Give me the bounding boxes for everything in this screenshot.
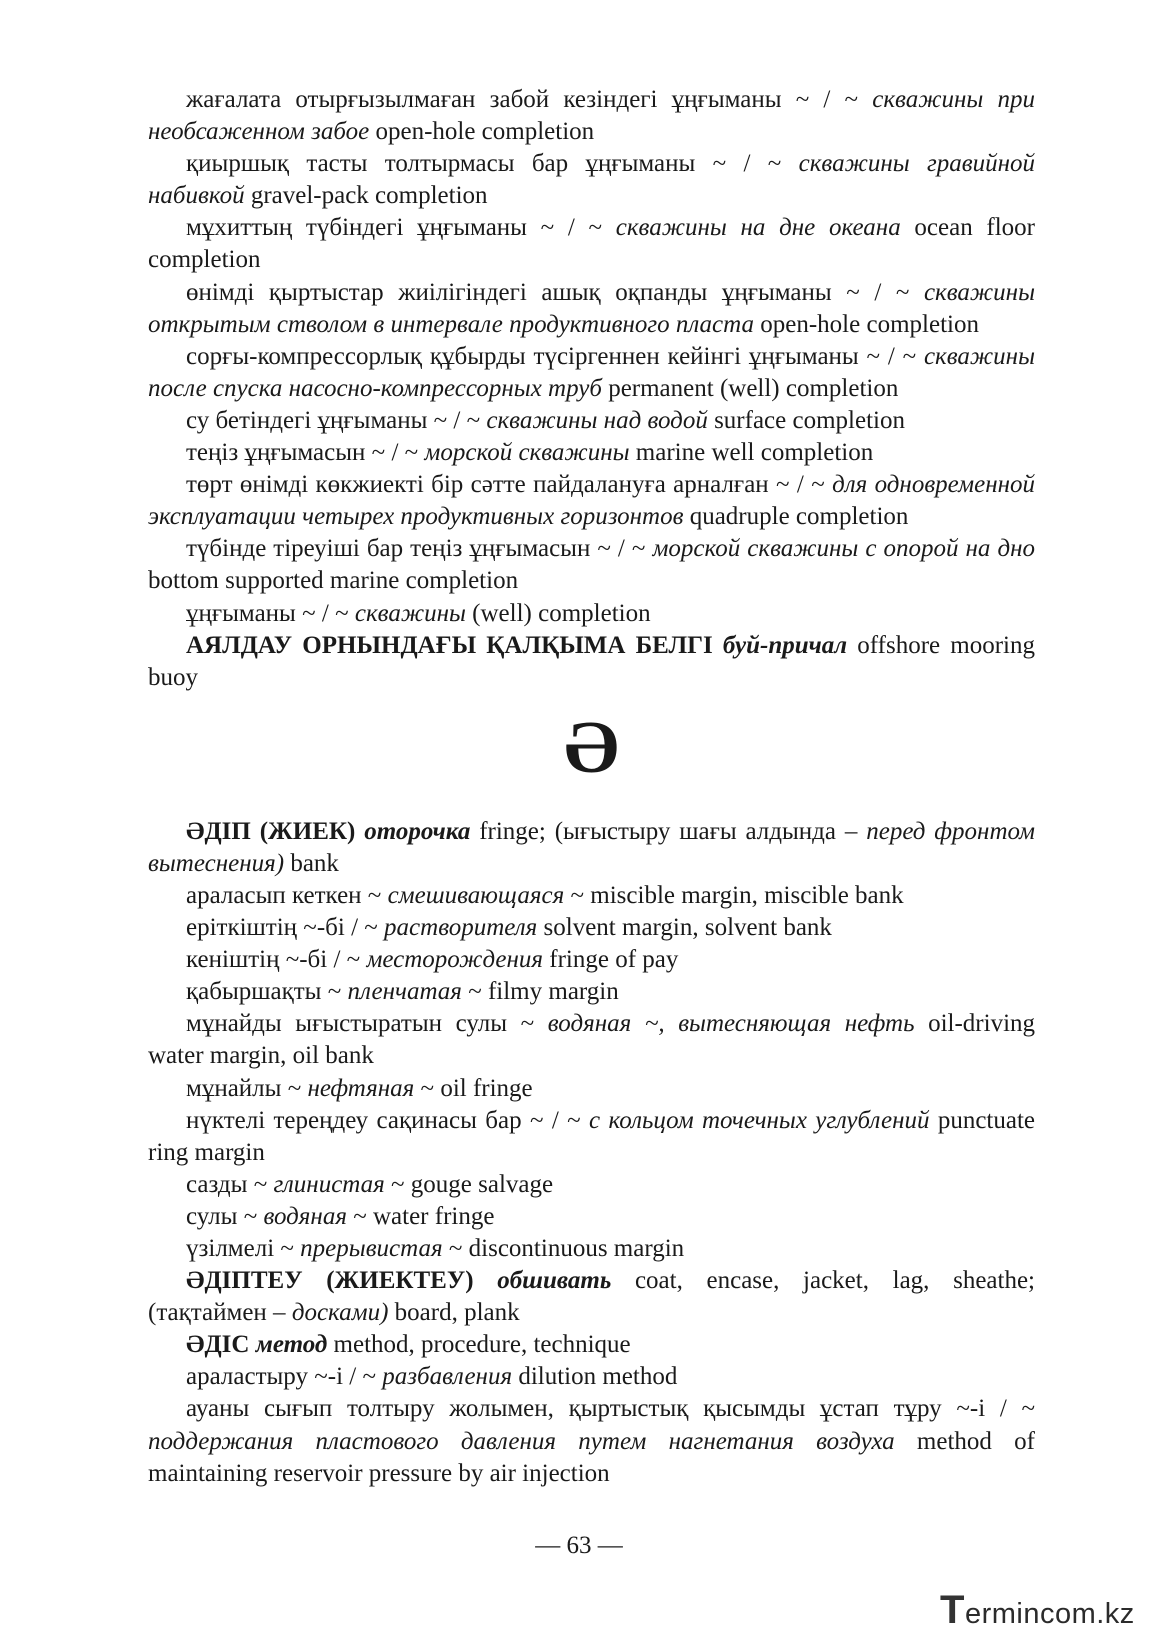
dictionary-entry bbox=[148, 1008, 1035, 1072]
russian-term: смешивающаяся bbox=[387, 881, 565, 909]
entry-text: ұңғыманы ~ / ~ bbox=[186, 599, 355, 627]
dictionary-entry bbox=[148, 1265, 1035, 1329]
site-watermark[interactable] bbox=[940, 1588, 1135, 1633]
entry-text: қабыршақты ~ bbox=[186, 978, 348, 1006]
entry-text: теңіз ұңғымасын ~ / ~ bbox=[186, 439, 425, 467]
entry-text: ~ filmy margin bbox=[461, 978, 619, 1006]
entry-text: ~ discontinuous margin bbox=[442, 1235, 685, 1262]
dictionary-entry bbox=[148, 1073, 1035, 1105]
headword: АЯЛДАУ ОРНЫНДАҒЫ ҚАЛҚЫМА БЕЛГІ bbox=[186, 631, 713, 659]
entry-text: нүктелі тереңдеу сақинасы бар ~ / ~ bbox=[186, 1106, 589, 1134]
dictionary-entry bbox=[148, 630, 1035, 694]
entry-text: төрт өнімді көкжиекті бір сәтте пайдалануға арналған ~ / ~ bbox=[186, 471, 833, 499]
dictionary-entry bbox=[148, 1361, 1035, 1393]
dictionary-entry bbox=[148, 912, 1035, 944]
entry-text: marine well completion bbox=[629, 439, 874, 467]
dictionary-entry bbox=[148, 212, 1035, 276]
russian-term: морской скважины с опорой на дно bbox=[652, 535, 1035, 563]
entry-text: мұхиттың түбіндегі ұңғыманы ~ / ~ bbox=[186, 214, 616, 242]
entry-text: bank bbox=[284, 849, 339, 877]
entry-text: open-hole completion bbox=[754, 310, 979, 338]
entry-text: мұнайлы ~ bbox=[186, 1074, 308, 1102]
entry-text: мұнайды ығыстыратын сулы ~ bbox=[186, 1010, 548, 1038]
dictionary-entry bbox=[148, 1233, 1035, 1265]
russian-term: скважины при необсаженном забое bbox=[148, 86, 1035, 146]
entry-text: араласып кеткен ~ bbox=[186, 881, 388, 909]
russian-term: скважины над водой bbox=[486, 406, 708, 434]
headword: ӘДІП (ЖИЕК) bbox=[186, 817, 356, 845]
russian-term: скважины на дне океана bbox=[615, 214, 901, 242]
russian-term: морской скважины bbox=[424, 439, 630, 467]
dictionary-entry bbox=[148, 405, 1035, 437]
entry-text: surface completion bbox=[707, 406, 905, 434]
russian-term: нефтяная bbox=[307, 1074, 415, 1102]
headword-russian: буй-причал bbox=[722, 631, 848, 659]
dictionary-entry bbox=[148, 1201, 1035, 1233]
entry-text: open-hole completion bbox=[369, 118, 595, 146]
dictionary-page bbox=[148, 84, 1035, 1490]
watermark-text: ermincom.kz bbox=[964, 1598, 1135, 1630]
dictionary-entry bbox=[148, 880, 1035, 912]
entry-text: solvent margin, solvent bank bbox=[537, 914, 832, 942]
dictionary-entry bbox=[148, 976, 1035, 1008]
russian-term: водяная ~, вытесняющая нефть bbox=[547, 1010, 915, 1038]
entry-text: ~ miscible margin, miscible bank bbox=[564, 881, 904, 909]
dictionary-entry bbox=[148, 1105, 1035, 1169]
entry-text: ауаны сығып толтыру жолымен, қыртыстық қысымды ұстап тұру ~-і / ~ bbox=[186, 1395, 1035, 1423]
dictionary-entry bbox=[148, 598, 1035, 630]
dictionary-entry bbox=[148, 277, 1035, 341]
entry-text: coat, encase, jacket, lag, sheathe; (тақтаймен – bbox=[148, 1267, 1036, 1327]
watermark-initial: T bbox=[940, 1588, 965, 1632]
entry-text: кеніштің ~-бі / ~ bbox=[186, 946, 367, 974]
entry-text: punctuate ring margin bbox=[148, 1106, 1036, 1166]
entry-text: board, plank bbox=[388, 1299, 520, 1327]
dictionary-entry bbox=[148, 84, 1035, 148]
russian-term: поддержания пластового давления путем нагнетания воздуха bbox=[148, 1427, 895, 1455]
russian-term: для одновременной эксплуатации четырех продуктивных горизонтов bbox=[148, 471, 1035, 531]
dictionary-entry bbox=[148, 1329, 1035, 1361]
russian-term: месторождения bbox=[366, 946, 544, 974]
entries-group-1 bbox=[148, 84, 1035, 694]
entry-text: fringe of pay bbox=[543, 946, 679, 974]
dictionary-entry bbox=[148, 1169, 1035, 1201]
entry-text: жағалата отырғызылмаған забой кезіндегі ұңғыманы ~ / ~ bbox=[186, 86, 873, 113]
dictionary-entry bbox=[148, 148, 1035, 212]
entry-text: ~ oil fringe bbox=[414, 1074, 533, 1102]
russian-term: водяная bbox=[263, 1202, 347, 1230]
russian-term: скважины bbox=[354, 599, 466, 627]
russian-term: с кольцом точечных углублений bbox=[589, 1106, 930, 1134]
entry-text: өнімді қыртыстар жиілігіндегі ашық оқпанды ұңғыманы ~ / ~ bbox=[186, 278, 924, 306]
entry-text bbox=[713, 632, 723, 659]
entry-text: offshore mooring buoy bbox=[148, 631, 1035, 691]
entry-text: bottom supported marine completion bbox=[148, 567, 519, 595]
entry-text: gravel-pack completion bbox=[244, 182, 488, 210]
dictionary-entry bbox=[148, 469, 1035, 533]
entry-text: еріткіштің ~-бі / ~ bbox=[186, 914, 385, 942]
entry-text: сазды ~ bbox=[186, 1170, 274, 1198]
entry-text bbox=[355, 818, 364, 845]
entry-text: сорғы-компрессорлық құбырды түсіргеннен кейінгі ұңғыманы ~ / ~ bbox=[186, 342, 924, 370]
dictionary-entry bbox=[148, 437, 1035, 469]
russian-term: растворителя bbox=[384, 914, 538, 942]
russian-term: прерывистая bbox=[300, 1235, 443, 1262]
russian-term: разбавления bbox=[382, 1363, 513, 1391]
dictionary-entry bbox=[148, 1393, 1035, 1489]
headword-russian: обшивать bbox=[497, 1267, 612, 1295]
entry-text: quadruple completion bbox=[683, 503, 909, 531]
entry-text: араластыру ~-і / ~ bbox=[186, 1363, 383, 1391]
dictionary-entry bbox=[148, 341, 1035, 405]
entry-text: fringe; (ығыстыру шағы алдында – bbox=[470, 817, 867, 845]
entries-group-2 bbox=[148, 816, 1035, 1490]
headword-russian: оторочка bbox=[364, 817, 471, 845]
headword-russian: метод bbox=[255, 1331, 328, 1359]
entry-text: ~ gouge salvage bbox=[384, 1170, 554, 1198]
page-number: — 63 — bbox=[535, 1532, 623, 1559]
headword: ӘДІС bbox=[186, 1331, 250, 1359]
entry-text: сулы ~ bbox=[186, 1202, 264, 1230]
entry-text: түбінде тіреуіші бар теңіз ұңғымасын ~ / ~ bbox=[186, 535, 653, 563]
entry-text: oil-driving water margin, oil bank bbox=[148, 1010, 1036, 1070]
russian-term: скважины гравийной набивкой bbox=[148, 150, 1035, 210]
russian-term: скважины открытым стволом в интервале продуктивного пласта bbox=[148, 278, 1035, 338]
russian-term: перед фронтом вытеснения) bbox=[148, 817, 1036, 877]
entry-text: ocean floor completion bbox=[148, 214, 1036, 274]
entry-text: dilution method bbox=[512, 1363, 678, 1391]
russian-term: пленчатая bbox=[347, 978, 462, 1006]
russian-term: глинистая bbox=[273, 1170, 385, 1198]
entry-text bbox=[474, 1267, 498, 1294]
headword: ӘДІПТЕУ (ЖИЕКТЕУ) bbox=[186, 1267, 474, 1295]
entry-text: ~ water fringe bbox=[346, 1202, 495, 1230]
entry-text: үзілмелі ~ bbox=[186, 1235, 301, 1262]
russian-term: досками) bbox=[291, 1299, 389, 1327]
entry-text: permanent (well) completion bbox=[601, 374, 899, 402]
russian-term: скважины после спуска насосно-компрессорных труб bbox=[148, 342, 1035, 402]
dictionary-entry bbox=[148, 816, 1035, 880]
dictionary-entry bbox=[148, 533, 1035, 597]
dictionary-entry bbox=[148, 944, 1035, 976]
entry-text: (well) completion bbox=[465, 599, 651, 627]
entry-text: method, procedure, technique bbox=[327, 1331, 631, 1359]
entry-text: method of maintaining reservoir pressure by air injection bbox=[148, 1427, 1035, 1487]
entry-text: қиыршық тасты толтырмасы бар ұңғыманы ~ / ~ bbox=[186, 150, 799, 178]
section-letter: Ә bbox=[564, 706, 619, 789]
entry-text: су бетіндегі ұңғыманы ~ / ~ bbox=[186, 406, 487, 434]
